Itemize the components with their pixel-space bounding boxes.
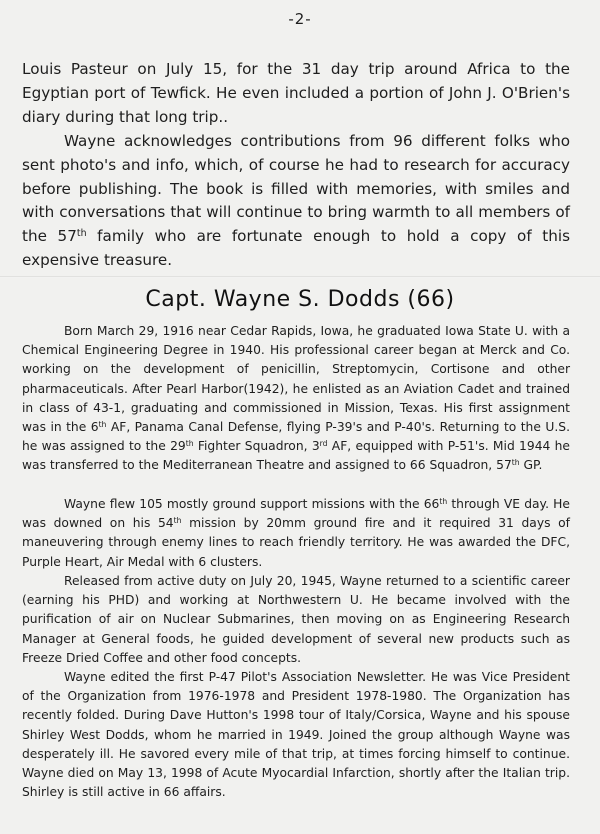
bio-p1-text-c: Fighter Squadron, 3: [193, 439, 320, 454]
bio-p2-text-a: Wayne flew 105 mostly ground support missions with the 66: [64, 497, 440, 511]
bio-paragraph-1: [22, 322, 570, 476]
section-heading: Capt. Wayne S. Dodds (66): [145, 287, 455, 312]
bio-p1-sup-2: th: [185, 439, 194, 449]
intro-p2-text-a: Wayne acknowledges contributions from 96 different folks who sent photo's and info, which, of course he had to research for accuracy before publishing. The book is filled with memories, with smiles and with conversations that will continue to bring warmth to all members of the 57: [22, 132, 570, 246]
bio-p1-text-e: GP.: [519, 458, 543, 473]
bio-p1-text-b: AF, Panama Canal Defense, flying P-39's and P-40's. Returning to the U.S. he was assigned to the 29: [22, 420, 570, 454]
bio-p2-sup-1: th: [439, 496, 448, 506]
bio-p2-text-c: mission by 20mm ground fire and it required 31 days of maneuvering through enemy lines to reach friendly territory. He was awarded the DFC, Purple Heart, Air Medal with 6 clusters.: [22, 516, 570, 569]
page-number: -2-: [288, 10, 312, 28]
bio-paragraph-2: [22, 495, 570, 572]
bio-p1-sup-4: th: [511, 458, 520, 468]
intro-paragraph-1: Louis Pasteur on July 15, for the 31 day trip around Africa to the Egyptian port of Tewfick. He even included a portion of John J. O'Brien's diary during that long trip..: [22, 60, 570, 126]
intro-p2-superscript: th: [76, 228, 87, 240]
bio-p2-sup-2: th: [173, 516, 182, 526]
bio-p1-sup-3: rd: [319, 439, 328, 449]
bio-p2-text-b: through VE day. He was downed on his 54: [22, 497, 570, 531]
bio-p1-sup-1: th: [98, 419, 107, 429]
page-fold-divider: [0, 276, 600, 278]
bio-p1-text-d: AF, equipped with P-51's. Mid 1944 he was transferred to the Mediterranean Theatre and assigned to 66 Squadron, 57: [22, 439, 570, 473]
bio-paragraph-3: Released from active duty on July 20, 1945, Wayne returned to a scientific career (earning his PHD) and working at Northwestern U. He became involved with the purification of air on Nuclear Submarines, then moving on as Engineering Research Manager at General foods, he guided development of several new products such as Freeze Dried Coffee and other food concepts.: [22, 574, 570, 665]
intro-p2-text-b: family who are fortunate enough to hold a copy of this expensive treasure.: [22, 227, 571, 269]
intro-paragraph-2: [22, 130, 570, 273]
bio-p1-text-a: Born March 29, 1916 near Cedar Rapids, Iowa, he graduated Iowa State U. with a Chemical Engineering Degree in 1940. His professional career began at Merck and Co. working on the development of penicillin, Streptomycin, Cortisone and other pharmaceuticals. After Pearl Harbor(1942), he enlisted as an Aviation Cadet and trained in class of 43-1, graduating and commissioned in Mission, Texas. His first assignment was in the 6: [22, 324, 570, 435]
bio-paragraph-4: Wayne edited the first P-47 Pilot's Association Newsletter. He was Vice President of the Organization from 1976-1978 and President 1978-1980. The Organization has recently folded. During Dave Hutton's 1998 tour of Italy/Corsica, Wayne and his spouse Shirley West Dodds, whom he married in 1949. Joined the group although Wayne was desperately ill. He savored every mile of that trip, at times forcing himself to continue. Wayne died on May 13, 1998 of Acute Myocardial Infarction, shortly after the Italian trip. Shirley is still active in 66 affairs.: [22, 670, 570, 800]
